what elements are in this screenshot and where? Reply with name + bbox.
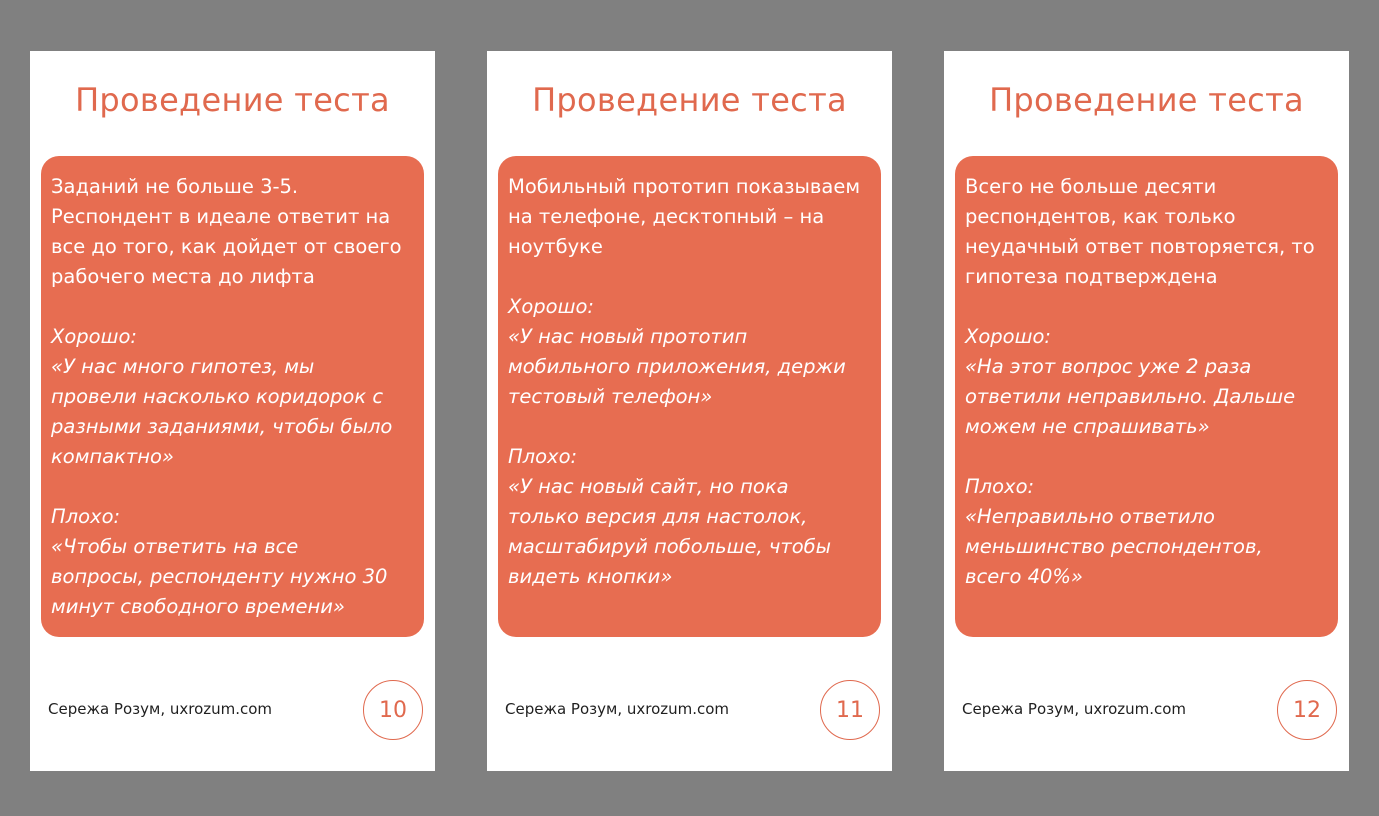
slide-10 <box>30 51 435 771</box>
good-quote-line: компактно» <box>51 445 174 468</box>
bad-quote-line: минут свободного времени» <box>51 595 345 618</box>
slide-title: Проведение теста <box>75 81 390 119</box>
page-number-badge: 11 <box>820 680 880 740</box>
good-quote-line: разными заданиями, чтобы было <box>51 415 393 438</box>
bad-quote-line: вопросы, респонденту нужно 30 <box>51 565 388 588</box>
good-label: Хорошо: <box>508 295 594 318</box>
author-credit: Сережа Розум, uxrozum.com <box>505 700 730 718</box>
bad-quote-line: только версия для настолок, <box>508 505 808 528</box>
good-quote-line: можем не спрашивать» <box>965 415 1210 438</box>
bad-label: Плохо: <box>508 445 578 468</box>
intro-line: Респондент в идеале ответит на <box>51 205 391 228</box>
author-credit: Сережа Розум, uxrozum.com <box>48 700 273 718</box>
intro-line: ноутбуке <box>508 235 603 258</box>
intro-line: Заданий не больше 3-5. <box>51 175 299 198</box>
bad-quote-line: «Неправильно ответило <box>965 505 1215 528</box>
intro-line: Всего не больше десяти <box>965 175 1217 198</box>
good-quote-line: тестовый телефон» <box>508 385 713 408</box>
bad-quote-line: «У нас новый сайт, но пока <box>508 475 789 498</box>
content-card <box>498 156 881 637</box>
intro-line: гипотеза подтверждена <box>965 265 1218 288</box>
slide-title: Проведение теста <box>989 81 1304 119</box>
good-label: Хорошо: <box>51 325 137 348</box>
good-quote-line: «У нас много гипотез, мы <box>51 355 315 378</box>
intro-line: рабочего места до лифта <box>51 265 315 288</box>
intro-line: все до того, как дойдет от своего <box>51 235 402 258</box>
bad-quote-line: меньшинство респондентов, <box>965 535 1263 558</box>
author-credit: Сережа Розум, uxrozum.com <box>962 700 1187 718</box>
good-label: Хорошо: <box>965 325 1051 348</box>
good-quote-line: мобильного приложения, держи <box>508 355 846 378</box>
content-card <box>955 156 1338 637</box>
bad-label: Плохо: <box>965 475 1035 498</box>
page-number-badge: 10 <box>363 680 423 740</box>
content-card <box>41 156 424 637</box>
bad-quote-line: «Чтобы ответить на все <box>51 535 299 558</box>
good-quote-line: «На этот вопрос уже 2 раза <box>965 355 1252 378</box>
slide-11 <box>487 51 892 771</box>
good-quote-line: ответили неправильно. Дальше <box>965 385 1296 408</box>
page-number-badge: 12 <box>1277 680 1337 740</box>
good-quote-line: «У нас новый прототип <box>508 325 748 348</box>
intro-line: респондентов, как только <box>965 205 1236 228</box>
intro-line: Мобильный прототип показываем <box>508 175 861 198</box>
bad-quote-line: масштабируй побольше, чтобы <box>508 535 832 558</box>
bad-quote-line: видеть кнопки» <box>508 565 673 588</box>
intro-line: на телефоне, десктопный – на <box>508 205 825 228</box>
good-quote-line: провели насколько коридорок с <box>51 385 384 408</box>
slide-title: Проведение теста <box>532 81 847 119</box>
bad-quote-line: всего 40%» <box>965 565 1083 588</box>
bad-label: Плохо: <box>51 505 121 528</box>
slide-12 <box>944 51 1349 771</box>
intro-line: неудачный ответ повторяется, то <box>965 235 1315 258</box>
